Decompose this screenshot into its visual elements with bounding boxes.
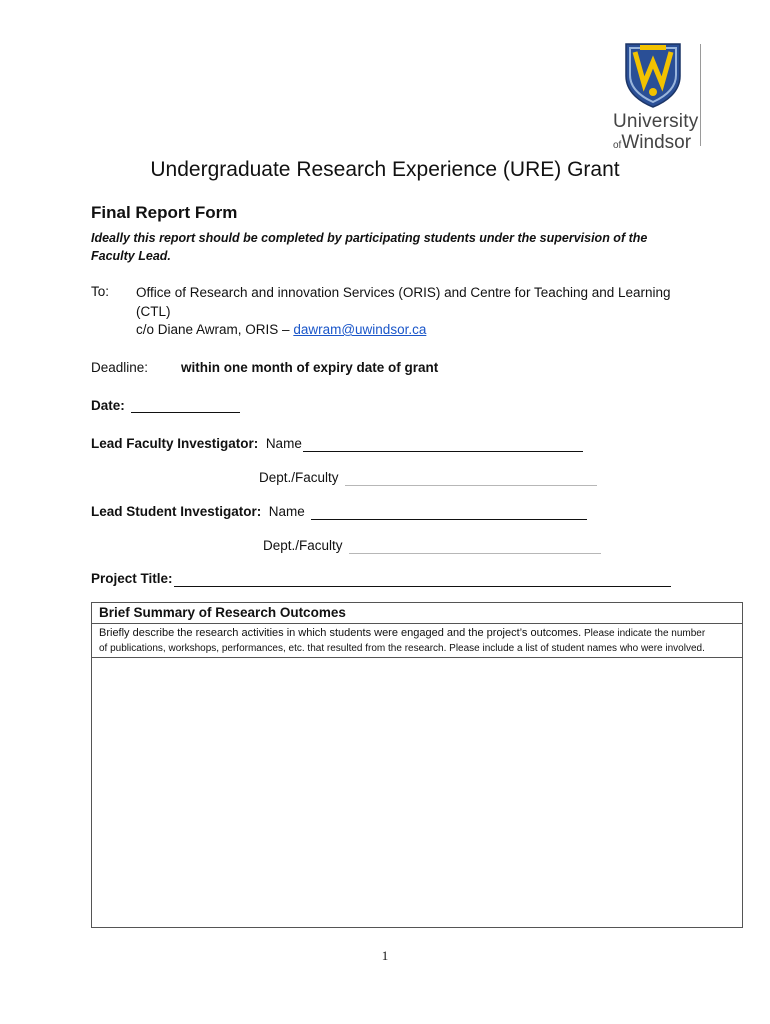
lead-faculty-dept-field[interactable] bbox=[345, 485, 597, 486]
deadline-value: within one month of expiry date of grant bbox=[181, 360, 439, 375]
project-title-label: Project Title: bbox=[91, 571, 173, 586]
lead-faculty-name-field[interactable] bbox=[303, 451, 583, 452]
form-subtitle: Final Report Form bbox=[91, 203, 238, 222]
instruction-note: Ideally this report should be completed by participating students under the supervision of the Faculty Lead. bbox=[91, 231, 648, 263]
summary-description-note-2: of publications, workshops, performances, etc. that resulted from the research. Please include a list of student names who were involved. bbox=[99, 643, 705, 654]
email-link[interactable]: dawram@uwindsor.ca bbox=[293, 322, 427, 337]
date-field[interactable] bbox=[131, 412, 240, 413]
lead-faculty-name-label: Name bbox=[265, 436, 302, 451]
document-title: Undergraduate Research Experience (URE) Grant bbox=[150, 158, 620, 181]
to-recipient bbox=[136, 284, 696, 340]
to-contact-name: c/o Diane Awram, ORIS – bbox=[136, 322, 294, 337]
summary-description-row bbox=[92, 623, 742, 658]
summary-description bbox=[99, 626, 739, 656]
summary-title: Brief Summary of Research Outcomes bbox=[99, 605, 346, 620]
summary-description-main: Briefly describe the research activities in which students were engaged and the project’s outcomes. bbox=[99, 627, 582, 639]
lead-student-label bbox=[91, 504, 305, 519]
lead-student-dept-field[interactable] bbox=[349, 553, 601, 554]
summary-header-row bbox=[92, 603, 742, 624]
lead-student-dept-label: Dept./Faculty bbox=[263, 538, 343, 553]
lead-student-name-field[interactable] bbox=[311, 519, 587, 520]
crest-icon bbox=[618, 40, 688, 110]
logo-text-windsor bbox=[613, 132, 691, 154]
logo-text-windsor-word: Windsor bbox=[621, 132, 692, 153]
date-label: Date: bbox=[91, 398, 125, 413]
lead-faculty-title: Lead Faculty Investigator: bbox=[91, 436, 259, 451]
logo-divider bbox=[700, 44, 701, 146]
summary-table bbox=[91, 602, 743, 928]
summary-description-note: Please indicate the number bbox=[581, 628, 706, 639]
lead-faculty-label bbox=[91, 436, 302, 451]
to-label: To: bbox=[91, 284, 110, 299]
deadline-label: Deadline: bbox=[91, 360, 149, 375]
lead-student-title: Lead Student Investigator: bbox=[91, 504, 262, 519]
to-office: Office of Research and innovation Services (ORIS) and Centre for Teaching and Learning (CTL) bbox=[136, 285, 671, 319]
to-contact bbox=[136, 321, 696, 340]
summary-response-area[interactable] bbox=[92, 658, 742, 926]
logo-text-of: of bbox=[613, 140, 622, 151]
project-title-field[interactable] bbox=[174, 586, 671, 587]
lead-student-name-label: Name bbox=[268, 504, 305, 519]
logo-text-university: University bbox=[613, 111, 699, 132]
lead-faculty-dept-label: Dept./Faculty bbox=[259, 470, 339, 485]
page-number: 1 bbox=[381, 948, 389, 963]
